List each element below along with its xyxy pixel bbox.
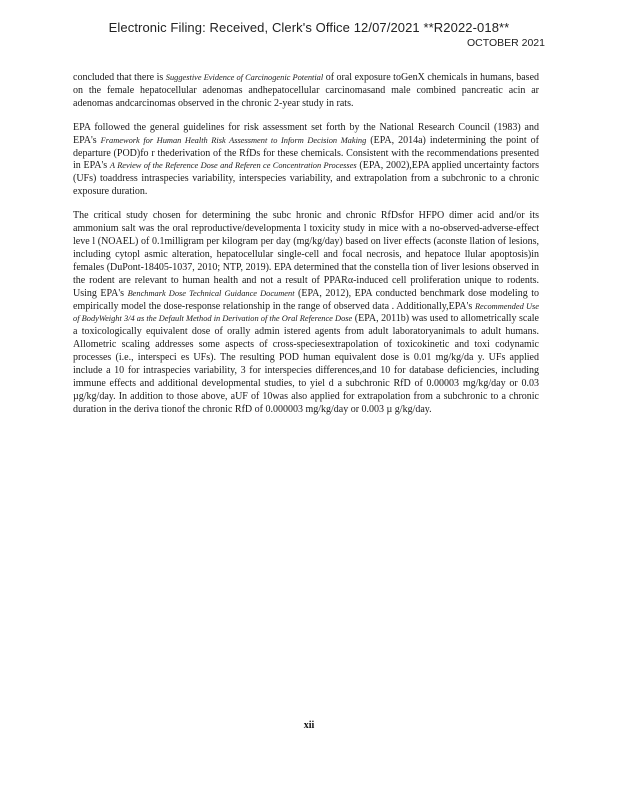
citation-title: Benchmark Dose Technical Guidance Document bbox=[127, 288, 295, 298]
text-run: The critical study chosen for determining the subc hronic and chronic RfDsfor HFPO dimer acid and/or its ammonium salt was the oral reproductive/developmenta l toxicity study in mice with a no-observed-adverse-effect leve l (NOAEL) of 0.1milligram per kilogram per day (mg/kg/day) based on liver effects (aconste llation of lesions, including cytopl asmic alteration, hepatocellular single-cell and focal necrosis, and hepatoce llular apoptosis)in females (DuPont-18405-1037, 2010; NTP, 2019). EPA determined that the constella tion of liver lesions observed in the rodent are relevant to human health and not a result of PPARα-induced cell proliferation unique to rodents. Using EPA's bbox=[73, 210, 539, 299]
text-run: EPA followed the general guidelines for risk assessment set forth by the National Research Council (1983) and EPA's bbox=[73, 121, 539, 146]
text-run: (EPA, 2011b) was used to allometrically scale a toxicologically equivalent dose of orally admin istered agents from adult laboratoryanimals to adult humans. Allometric scaling addresses some aspects of cross-speciesextrapolation of toxicokinetic and toxi codynamic processes (i.e., interspeci es UFs). The resulting POD human equivalent dose is 0.01 mg/kg/da y. UFs applied include a 10 for intraspecies variability, 3 for interspecies differences,and 10 for database deficiencies, including immune effects and additional developmental studies, to yiel d a subchronic RfD of 0.00003 mg/kg/day or 0.03 µg/kg/day. In addition to those above, aUF of 10was also applied for extrapolation from a subchronic to a chronic duration in the deriva tionof the chronic RfD of 0.000003 mg/kg/day or 0.003 µ g/kg/day. bbox=[73, 313, 539, 415]
text-run: (EPA, 2012), EPA conducted benchmark dose modeling to empirically model the dose-response relationship in the range of observed data . Additionally,EPA's bbox=[73, 287, 539, 312]
page-number: xii bbox=[303, 720, 315, 731]
text-run: concluded that there is bbox=[73, 72, 166, 83]
document-body bbox=[73, 72, 539, 428]
text-run: of oral exposure toGenX chemicals in humans, based on the female hepatocellular adenomas andhepatocellular carcinomasand male combined pancreatic acin ar adenomas andcarcinomas observed in the chronic 2-year study in rats. bbox=[73, 72, 540, 109]
text-run: (EPA, 2002),EPA applied uncertainty factors (UFs) toaddress intraspecies variability, interspecies variability, and extrapolation from a subchronic to a chronic exposure duration. bbox=[73, 160, 539, 198]
paragraph-risk-assessment bbox=[73, 122, 539, 199]
citation-title: Recommended Use of BodyWeight 3/4 as the Default Method in Derivation of the Oral Reference Dose bbox=[73, 301, 540, 324]
citation-title: Framework for Human Health Risk Assessment to Inform Decision Making bbox=[100, 135, 367, 145]
citation-title: Suggestive Evidence of Carcinogenic Potential bbox=[165, 73, 324, 82]
filing-header: Electronic Filing: Received, Clerk's Office 12/07/2021 **R2022-018** bbox=[108, 20, 510, 35]
citation-title: A Review of the Reference Dose and Referen ce Concentration Processes bbox=[109, 161, 357, 171]
paragraph-critical-study bbox=[73, 210, 539, 417]
document-date: OCTOBER 2021 bbox=[466, 37, 545, 49]
text-run: (EPA, 2014a) indetermining the point of departure (POD)fo r thederivation of the RfDs for these chemicals. Consistent with the recommendations presented in EPA's bbox=[73, 134, 540, 172]
paragraph-carcinogenic-conclusion bbox=[73, 72, 539, 111]
